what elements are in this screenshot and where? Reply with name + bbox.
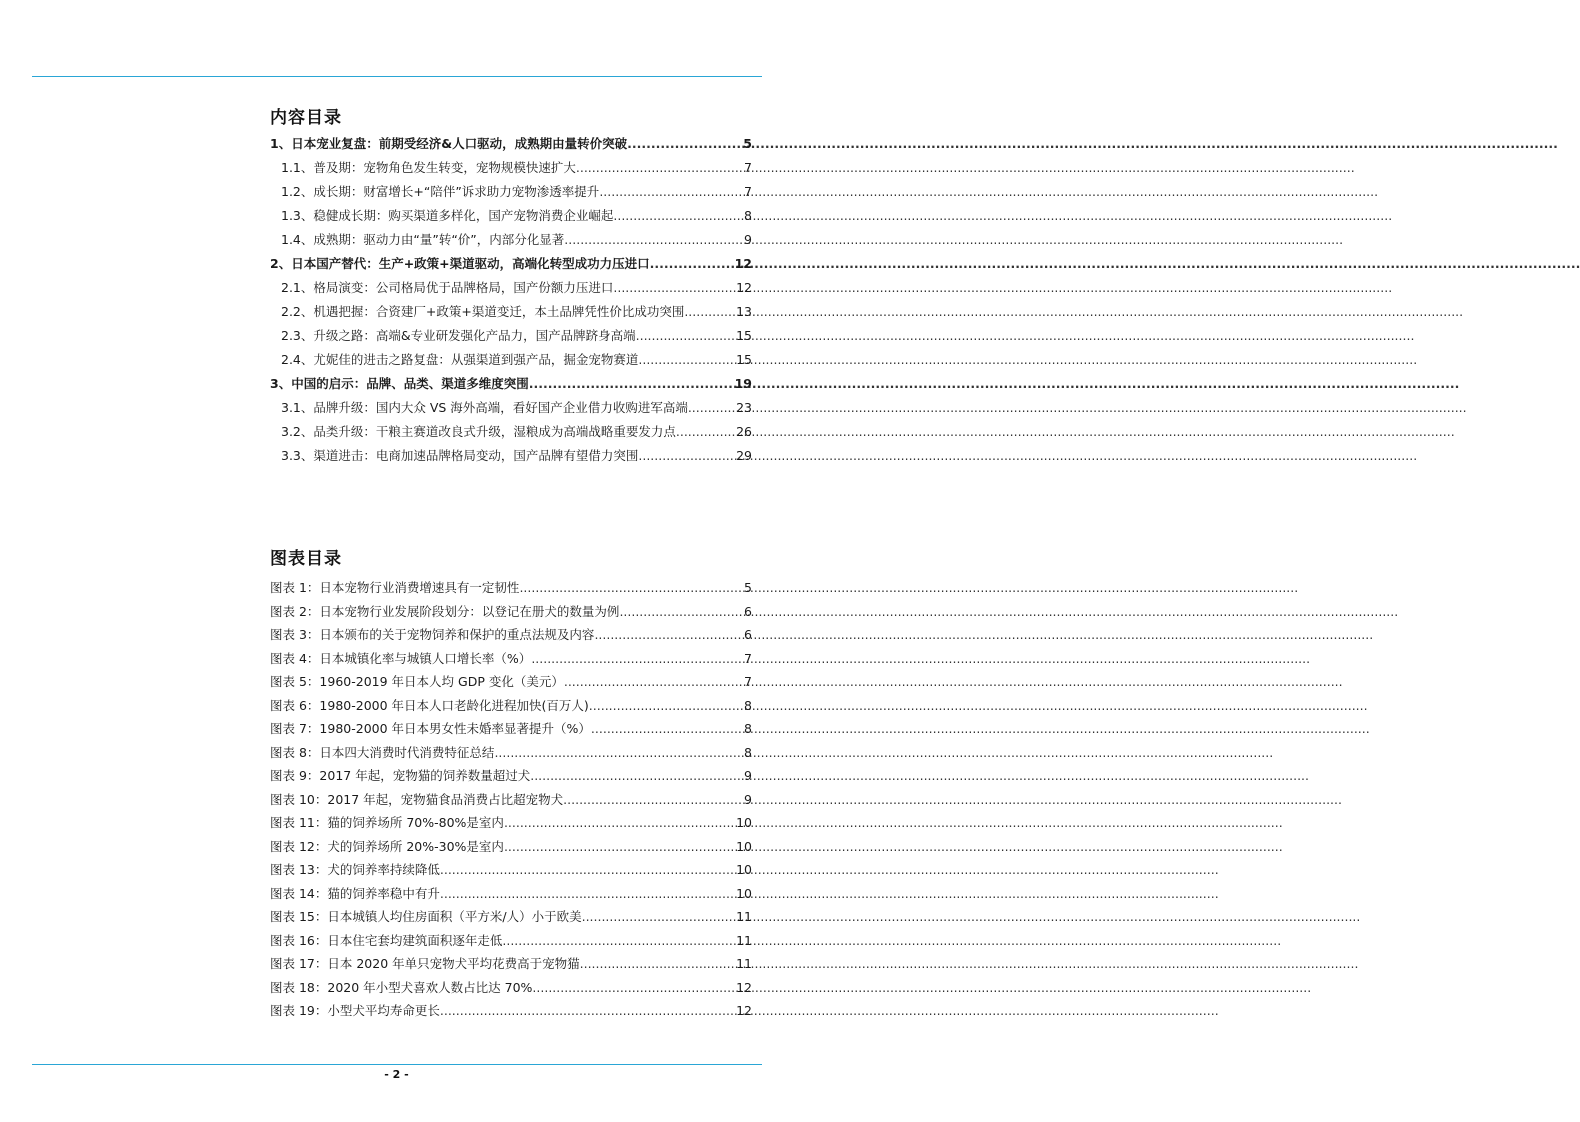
toc-entry-page: 12 bbox=[736, 280, 752, 295]
toc-entry-page: 7 bbox=[744, 184, 752, 199]
figure-entry-title: 图表 5：1960-2019 年日本人均 GDP 变化（美元） bbox=[270, 674, 564, 689]
figure-entry-title: 图表 3：日本颁布的关于宠物饲养和保护的重点法规及内容 bbox=[270, 627, 595, 642]
figure-entry[interactable] bbox=[270, 578, 752, 598]
figure-entry[interactable] bbox=[270, 766, 752, 786]
toc-entry[interactable] bbox=[270, 158, 752, 178]
figure-entry-page: 6 bbox=[744, 627, 752, 642]
dot-leader bbox=[564, 672, 743, 692]
figure-entry-title: 图表 4：日本城镇化率与城镇人口增长率（%） bbox=[270, 650, 532, 666]
toc-entry[interactable] bbox=[270, 230, 752, 250]
figure-entry[interactable] bbox=[270, 625, 752, 645]
figure-entry-title: 图表 6：1980-2000 年日本人口老龄化进程加快(百万人) bbox=[270, 697, 589, 713]
figure-entry-page: 11 bbox=[736, 956, 752, 971]
figure-entry-page: 11 bbox=[736, 932, 752, 948]
figure-entry-page: 9 bbox=[744, 791, 752, 807]
toc-entry-page: 19 bbox=[734, 376, 752, 391]
toc-entry[interactable] bbox=[270, 398, 752, 418]
toc-entry-page: 29 bbox=[736, 448, 752, 463]
dot-leader bbox=[638, 350, 735, 370]
toc-entry[interactable] bbox=[270, 134, 752, 154]
figure-entry[interactable] bbox=[270, 672, 752, 692]
dot-leader bbox=[494, 743, 743, 763]
dot-leader bbox=[529, 374, 734, 394]
toc-entry[interactable] bbox=[270, 350, 752, 370]
figure-entry-page: 10 bbox=[736, 815, 752, 830]
dot-leader bbox=[504, 813, 735, 833]
figure-entry-title: 图表 17：日本 2020 年单只宠物犬平均花费高于宠物猫 bbox=[270, 956, 580, 971]
dot-leader bbox=[591, 719, 743, 739]
dot-leader bbox=[502, 931, 735, 951]
toc-entry[interactable] bbox=[270, 182, 752, 202]
dot-leader bbox=[563, 790, 743, 810]
dot-leader bbox=[589, 696, 743, 716]
figure-entry-page: 10 bbox=[736, 885, 752, 901]
figure-entry[interactable] bbox=[270, 719, 752, 739]
toc-entry[interactable] bbox=[270, 278, 752, 298]
toc-entry-page: 15 bbox=[736, 328, 752, 343]
toc-entry-title: 2.3、升级之路：高端&专业研发强化产品力，国产品牌跻身高端 bbox=[281, 328, 636, 343]
figure-entry-title: 图表 10：2017 年起，宠物猫食品消费占比超宠物犬 bbox=[270, 791, 564, 807]
figure-entry-title: 图表 13：犬的饲养率持续降低 bbox=[270, 862, 440, 877]
toc-entry-title: 1.1、普及期：宠物角色发生转变，宠物规模快速扩大 bbox=[281, 160, 576, 175]
dot-leader bbox=[530, 766, 743, 786]
figure-entry-page: 11 bbox=[736, 909, 752, 924]
figure-entry[interactable] bbox=[270, 860, 752, 880]
toc-entry-page: 8 bbox=[744, 208, 752, 223]
toc-entry-page: 7 bbox=[744, 160, 752, 175]
figure-entry-page: 10 bbox=[736, 838, 752, 854]
dot-leader bbox=[504, 837, 735, 857]
toc-entry[interactable] bbox=[270, 446, 752, 466]
figure-entry-title: 图表 8：日本四大消费时代消费特征总结 bbox=[270, 744, 495, 760]
figure-entry-page: 12 bbox=[736, 1003, 752, 1018]
figure-entry-title: 图表 18：2020 年小型犬喜欢人数占比达 70% bbox=[270, 979, 533, 995]
figure-entry-page: 8 bbox=[744, 697, 752, 713]
figure-entry-title: 图表 2：日本宠物行业发展阶段划分：以登记在册犬的数量为例 bbox=[270, 603, 620, 619]
toc-entry-title: 2.4、尤妮佳的进击之路复盘：从强渠道到强产品，掘金宠物赛道 bbox=[281, 352, 639, 367]
dot-leader bbox=[580, 954, 735, 974]
footer-rule bbox=[32, 1064, 762, 1065]
figure-entry[interactable] bbox=[270, 884, 752, 904]
figure-entry-title: 图表 12：犬的饲养场所 20%-30%是室内 bbox=[270, 838, 504, 854]
dot-leader bbox=[594, 625, 743, 645]
figure-entry[interactable] bbox=[270, 790, 752, 810]
figure-entry-page: 6 bbox=[744, 603, 752, 619]
toc-entry-page: 15 bbox=[736, 352, 752, 367]
figure-entry-page: 10 bbox=[736, 862, 752, 877]
dot-leader bbox=[564, 230, 743, 250]
toc-entry-title: 1.3、稳健成长期：购买渠道多样化，国产宠物消费企业崛起 bbox=[281, 208, 614, 223]
figure-entry-page: 12 bbox=[736, 979, 752, 995]
toc-entry-title: 3.1、品牌升级：国内大众 VS 海外高端，看好国产企业借力收购进军高端 bbox=[281, 400, 688, 415]
dot-leader bbox=[440, 884, 735, 904]
figure-entry-page: 9 bbox=[744, 768, 752, 783]
figure-entry-title: 图表 15：日本城镇人均住房面积（平方米/人）小于欧美 bbox=[270, 909, 582, 924]
figure-entry-title: 图表 11：猫的饲养场所 70%-80%是室内 bbox=[270, 815, 504, 830]
toc-entry-page: 13 bbox=[736, 304, 752, 319]
dot-leader bbox=[582, 907, 736, 927]
figures-heading: 图表目录 bbox=[270, 549, 342, 569]
figure-entry[interactable] bbox=[270, 743, 752, 763]
contents-heading: 内容目录 bbox=[270, 108, 342, 128]
figure-entry-page: 5 bbox=[744, 580, 752, 595]
figure-entry[interactable] bbox=[270, 837, 752, 857]
figure-entry[interactable] bbox=[270, 602, 752, 622]
dot-leader bbox=[636, 326, 735, 346]
toc-entry-title: 2.1、格局演变：公司格局优于品牌格局，国产份额力压进口 bbox=[281, 280, 614, 295]
figure-entry-title: 图表 7：1980-2000 年日本男女性未婚率显著提升（%） bbox=[270, 721, 591, 736]
toc-entry[interactable] bbox=[270, 254, 752, 274]
dot-leader bbox=[650, 254, 734, 274]
figure-entry-title: 图表 9：2017 年起，宠物猫的饲养数量超过犬 bbox=[270, 768, 531, 783]
figure-entry[interactable] bbox=[270, 813, 752, 833]
dot-leader bbox=[613, 278, 735, 298]
figure-entry[interactable] bbox=[270, 649, 752, 669]
toc-entry-title: 2.2、机遇把握：合资建厂+政策+渠道变迁，本土品牌凭性价比成功突围 bbox=[281, 304, 685, 319]
toc-entry-page: 23 bbox=[736, 400, 752, 415]
toc-entry-title: 3、中国的启示：品牌、品类、渠道多维度突围 bbox=[270, 376, 529, 391]
toc-entry-title: 3.2、品类升级：干粮主赛道改良式升级，湿粮成为高端战略重要发力点 bbox=[281, 424, 676, 439]
figure-entry[interactable] bbox=[270, 978, 752, 998]
dot-leader bbox=[519, 578, 743, 598]
figure-entry[interactable] bbox=[270, 907, 752, 927]
toc-entry-page: 5 bbox=[743, 136, 752, 151]
toc-entry-title: 1.2、成长期：财富增长+“陪伴”诉求助力宠物渗透率提升 bbox=[281, 184, 600, 199]
toc-entry-title: 1、日本宠业复盘：前期受经济&人口驱动，成熟期由量转价突破 bbox=[270, 136, 628, 151]
figure-entry-title: 图表 14：猫的饲养率稳中有升 bbox=[270, 885, 440, 901]
header-rule bbox=[32, 76, 762, 77]
toc-entry[interactable] bbox=[270, 206, 752, 226]
toc-entry-page: 12 bbox=[734, 256, 752, 271]
toc-entry[interactable] bbox=[270, 326, 752, 346]
dot-leader bbox=[684, 302, 735, 322]
figure-entry-page: 8 bbox=[744, 744, 752, 760]
figure-entry-title: 图表 1：日本宠物行业消费增速具有一定韧性 bbox=[270, 580, 520, 595]
toc-entry[interactable] bbox=[270, 302, 752, 322]
toc-entry[interactable] bbox=[270, 374, 752, 394]
figure-entry[interactable] bbox=[270, 931, 752, 951]
figure-entry[interactable] bbox=[270, 696, 752, 716]
figure-entry-title: 图表 19：小型犬平均寿命更长 bbox=[270, 1003, 440, 1018]
dot-leader bbox=[531, 649, 743, 669]
toc-entry-page: 26 bbox=[736, 424, 752, 439]
toc-entry-title: 1.4、成熟期：驱动力由“量”转“价”，内部分化显著 bbox=[281, 232, 565, 247]
dot-leader bbox=[627, 134, 742, 154]
dot-leader bbox=[440, 860, 735, 880]
figure-entry-page: 7 bbox=[744, 650, 752, 666]
toc-entry[interactable] bbox=[270, 422, 752, 442]
toc-entry-title: 2、日本国产替代：生产+政策+渠道驱动，高端化转型成功力压进口 bbox=[270, 256, 650, 271]
toc-entry-page: 9 bbox=[744, 232, 752, 247]
dot-leader bbox=[599, 182, 743, 202]
figure-entry[interactable] bbox=[270, 1001, 752, 1021]
figure-entry[interactable] bbox=[270, 954, 752, 974]
dot-leader bbox=[613, 206, 743, 226]
dot-leader bbox=[676, 422, 735, 442]
toc-entry-title: 3.3、渠道进击：电商加速品牌格局变动，国产品牌有望借力突围 bbox=[281, 448, 639, 463]
figure-entry-page: 7 bbox=[744, 674, 752, 689]
dot-leader bbox=[619, 602, 743, 622]
dot-leader bbox=[638, 446, 735, 466]
dot-leader bbox=[532, 978, 735, 998]
dot-leader bbox=[440, 1001, 735, 1021]
figure-entry-page: 8 bbox=[744, 721, 752, 736]
page-number: - 2 - bbox=[384, 1068, 409, 1081]
dot-leader bbox=[576, 158, 743, 178]
figure-entry-title: 图表 16：日本住宅套均建筑面积逐年走低 bbox=[270, 932, 503, 948]
dot-leader bbox=[688, 398, 735, 418]
